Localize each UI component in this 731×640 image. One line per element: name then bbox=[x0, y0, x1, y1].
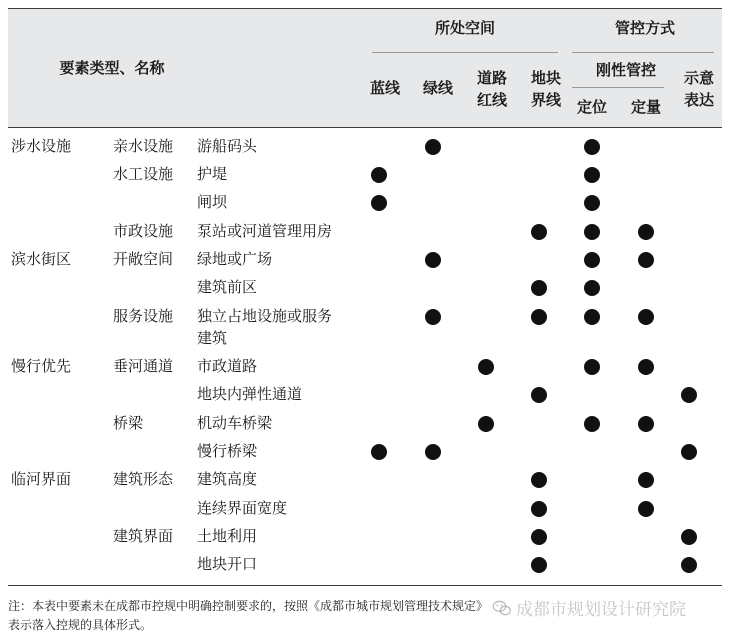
control-mark-dot bbox=[531, 224, 547, 240]
category-label: 涉水设施 bbox=[11, 137, 72, 155]
element-name: 机动车桥梁 bbox=[197, 414, 273, 432]
col-header-position: 定位 bbox=[576, 98, 608, 116]
control-mark-dot bbox=[531, 309, 547, 325]
control-mark-dot bbox=[371, 444, 387, 460]
wechat-icon bbox=[492, 598, 512, 618]
element-name: 地块内弹性通道 bbox=[197, 385, 303, 403]
subcategory-label: 开敞空间 bbox=[113, 250, 174, 268]
control-mark-dot bbox=[531, 501, 547, 517]
control-mark-dot bbox=[638, 309, 654, 325]
element-name: 土地利用 bbox=[197, 527, 258, 545]
element-name: 建筑 bbox=[197, 329, 228, 347]
control-mark-dot bbox=[531, 387, 547, 403]
col-header-quantity: 定量 bbox=[630, 98, 662, 116]
control-mark-dot bbox=[531, 529, 547, 545]
control-mark-dot bbox=[371, 167, 387, 183]
watermark bbox=[492, 595, 686, 620]
control-mark-dot bbox=[638, 472, 654, 488]
footnote-line-1: 注：本表中要素未在成都市控规中明确控制要求的，按照《成都市城市规划管理技术规定》 bbox=[8, 599, 489, 613]
control-mark-dot bbox=[584, 224, 600, 240]
subcategory-label: 水工设施 bbox=[113, 165, 174, 183]
control-mark-dot bbox=[584, 280, 600, 296]
col-header-illustrate-2: 表达 bbox=[683, 91, 715, 109]
control-mark-dot bbox=[531, 557, 547, 573]
col-header-road-line-1: 道路 bbox=[476, 69, 508, 87]
control-mark-dot bbox=[584, 195, 600, 211]
control-mark-dot bbox=[638, 252, 654, 268]
subcategory-label: 市政设施 bbox=[113, 222, 174, 240]
control-mark-dot bbox=[584, 167, 600, 183]
element-name: 地块开口 bbox=[197, 555, 258, 573]
control-mark-dot bbox=[584, 252, 600, 268]
footnote-line-2: 表示落入控规的具体形式。 bbox=[8, 618, 153, 632]
control-mark-dot bbox=[478, 359, 494, 375]
element-name: 闸坝 bbox=[197, 193, 228, 211]
element-name: 独立占地设施或服务 bbox=[197, 307, 333, 325]
col-header-illustrate-1: 示意 bbox=[683, 69, 715, 87]
rigid-subgroup-underline bbox=[572, 87, 664, 88]
subcategory-label: 垂河通道 bbox=[113, 357, 174, 375]
category-label: 滨水街区 bbox=[11, 250, 72, 268]
control-mark-dot bbox=[584, 359, 600, 375]
control-mark-dot bbox=[681, 557, 697, 573]
element-name: 建筑高度 bbox=[197, 470, 258, 488]
control-mark-dot bbox=[425, 252, 441, 268]
subcategory-label: 服务设施 bbox=[113, 307, 174, 325]
control-mark-dot bbox=[425, 139, 441, 155]
subcategory-label: 建筑界面 bbox=[113, 527, 174, 545]
element-name: 市政道路 bbox=[197, 357, 258, 375]
space-group-underline bbox=[372, 52, 558, 53]
control-mark-dot bbox=[531, 472, 547, 488]
control-mark-dot bbox=[425, 309, 441, 325]
subcategory-label: 亲水设施 bbox=[113, 137, 174, 155]
subcategory-label: 建筑形态 bbox=[113, 470, 174, 488]
category-label: 临河界面 bbox=[11, 470, 72, 488]
space-group-header: 所处空间 bbox=[434, 19, 496, 37]
control-group-underline bbox=[572, 52, 714, 53]
col-header-plot-line-1: 地块 bbox=[530, 69, 562, 87]
col-header-road-line-2: 红线 bbox=[476, 91, 508, 109]
category-label: 慢行优先 bbox=[11, 357, 72, 375]
element-name: 建筑前区 bbox=[197, 278, 258, 296]
element-name: 慢行桥梁 bbox=[197, 442, 258, 460]
control-mark-dot bbox=[371, 195, 387, 211]
subcategory-label: 桥梁 bbox=[113, 414, 144, 432]
control-mark-dot bbox=[425, 444, 441, 460]
col-header-plot-line-2: 界线 bbox=[530, 91, 562, 109]
element-name: 绿地或广场 bbox=[197, 250, 273, 268]
control-mark-dot bbox=[584, 309, 600, 325]
table-top-rule bbox=[8, 8, 722, 9]
control-mark-dot bbox=[638, 501, 654, 517]
table-bottom-rule bbox=[8, 585, 722, 586]
element-name: 泵站或河道管理用房 bbox=[197, 222, 333, 240]
element-name: 游船码头 bbox=[197, 137, 258, 155]
control-mark-dot bbox=[584, 416, 600, 432]
header-bottom-rule bbox=[8, 127, 722, 128]
control-mark-dot bbox=[638, 224, 654, 240]
element-name: 连续界面宽度 bbox=[197, 499, 288, 517]
control-mark-dot bbox=[681, 444, 697, 460]
element-column-header: 要素类型、名称 bbox=[59, 59, 165, 77]
control-mark-dot bbox=[638, 416, 654, 432]
rigid-subgroup-header: 刚性管控 bbox=[595, 61, 657, 79]
control-mark-dot bbox=[478, 416, 494, 432]
element-name: 护堤 bbox=[197, 165, 228, 183]
control-group-header: 管控方式 bbox=[614, 19, 676, 37]
control-mark-dot bbox=[531, 280, 547, 296]
control-mark-dot bbox=[584, 139, 600, 155]
control-mark-dot bbox=[681, 387, 697, 403]
control-mark-dot bbox=[638, 359, 654, 375]
watermark-text: 成都市规划设计研究院 bbox=[516, 600, 686, 620]
control-mark-dot bbox=[681, 529, 697, 545]
col-header-green-line: 绿线 bbox=[422, 79, 454, 97]
col-header-blue-line: 蓝线 bbox=[369, 79, 401, 97]
